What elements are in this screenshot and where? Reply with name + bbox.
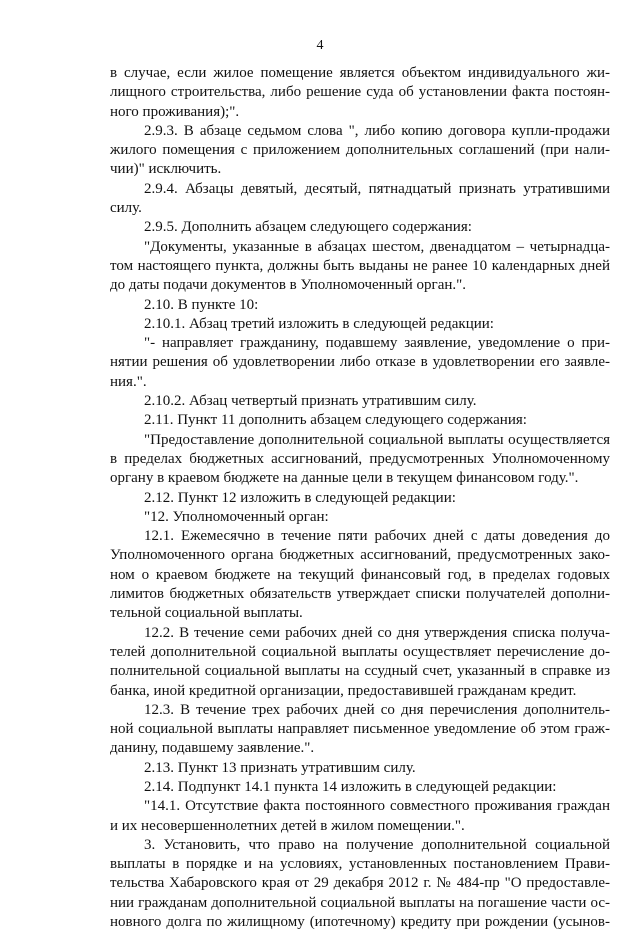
document-line: "12. Уполномоченный орган: bbox=[144, 508, 329, 525]
document-line: силу. bbox=[110, 200, 142, 217]
document-line: 2.9.4. Абзацы девятый, десятый, пятнадцатый признать утратившими bbox=[144, 180, 610, 197]
document-line: "Документы, указанные в абзацах шестом, двенадцатом – четырнадца- bbox=[144, 238, 610, 255]
document-line: в случае, если жилое помещение является объектом индивидуального жи- bbox=[110, 65, 610, 81]
document-line: 3. Установить, что право на получение дополнительной социальной bbox=[144, 836, 610, 853]
document-line: и их несовершеннолетних детей в жилом помещении.". bbox=[110, 817, 465, 834]
document-line: том настоящего пункта, должны быть выданы не ранее 10 календарных дней bbox=[110, 257, 610, 274]
document-line: ного проживания);". bbox=[110, 103, 240, 120]
document-line: в пределах бюджетных ассигнований, предусмотренных Уполномоченному bbox=[110, 450, 610, 467]
document-line: "14.1. Отсутствие факта постоянного совместного проживания граждан bbox=[144, 798, 610, 815]
document-line: нии гражданам дополнительной социальной выплаты на погашение части ос- bbox=[110, 894, 610, 911]
document-line: 2.10. В пункте 10: bbox=[144, 296, 259, 313]
document-line: тельства Хабаровского края от 29 декабря 2012 г. № 484-пр "О предоставле- bbox=[110, 875, 610, 892]
document-line: 2.9.3. В абзаце седьмом слова ", либо копию договора купли-продажи bbox=[144, 122, 610, 139]
document-line: банка, иной кредитной организации, предоставившей гражданам кредит. bbox=[110, 682, 577, 699]
document-line: 2.12. Пункт 12 изложить в следующей редакции: bbox=[144, 489, 456, 506]
document-line: Уполномоченного органа бюджетных ассигнований, предусмотренных зако- bbox=[110, 547, 610, 564]
document-line: чии)" исключить. bbox=[110, 161, 222, 178]
document-line: 2.9.5. Дополнить абзацем следующего содержания: bbox=[144, 219, 472, 236]
page-number: 4 bbox=[316, 38, 324, 53]
document-line: лимитов бюджетных обязательств утверждает списки получателей дополни- bbox=[110, 586, 610, 603]
document-line: 2.10.2. Абзац четвертый признать утратившим силу. bbox=[144, 393, 477, 410]
document-line: полнительной социальной выплаты на ссудный счет, указанный в справке из bbox=[110, 663, 610, 680]
document-line: лищного строительства, либо решение суда об установлении факта постоян- bbox=[110, 84, 610, 101]
document-line: до даты подачи документов в Уполномоченный орган.". bbox=[110, 277, 467, 294]
document-line: 2.13. Пункт 13 признать утратившим силу. bbox=[144, 759, 416, 776]
document-line: телей дополнительной социальной выплаты осуществляет перечисление до- bbox=[110, 643, 610, 660]
document-line: 12.2. В течение семи рабочих дней со дня утверждения списка получа- bbox=[144, 624, 610, 641]
document-line: органу в краевом бюджете на данные цели в текущем финансовом году.". bbox=[110, 470, 579, 487]
document-line: ния.". bbox=[110, 373, 147, 390]
document-line: ном о краевом бюджете на текущий финансовый год, в пределах годовых bbox=[110, 566, 610, 583]
document-body bbox=[110, 64, 610, 932]
document-line: тельной социальной выплаты. bbox=[110, 605, 303, 622]
document-line: нятии решения об удовлетворении либо отказе в удовлетворении его заявле- bbox=[110, 354, 610, 371]
document-line: "- направляет гражданину, подавшему заявление, уведомление о при- bbox=[144, 335, 610, 352]
document-line: 12.1. Ежемесячно в течение пяти рабочих дней с даты доведения до bbox=[144, 528, 610, 545]
document-line: ной социальной выплаты направляет письменное уведомление об этом граж- bbox=[110, 721, 610, 738]
document-line: 2.14. Подпункт 14.1 пункта 14 изложить в следующей редакции: bbox=[144, 778, 557, 795]
document-line: 2.10.1. Абзац третий изложить в следующей редакции: bbox=[144, 315, 494, 332]
document-line: выплаты в порядке и на условиях, установленных постановлением Прави- bbox=[110, 856, 610, 873]
document-line: новного долга по жилищному (ипотечному) кредиту при рождении (усынов- bbox=[110, 914, 610, 931]
document-line: "Предоставление дополнительной социальной выплаты осуществляется bbox=[144, 431, 610, 448]
document-line: 2.11. Пункт 11 дополнить абзацем следующего содержания: bbox=[144, 412, 527, 429]
document-line: 12.3. В течение трех рабочих дней со дня перечисления дополнитель- bbox=[144, 701, 610, 718]
document-line: данину, подавшему заявление.". bbox=[110, 740, 315, 757]
document-line: жилого помещения с приложением дополнительных соглашений (при нали- bbox=[110, 142, 610, 159]
